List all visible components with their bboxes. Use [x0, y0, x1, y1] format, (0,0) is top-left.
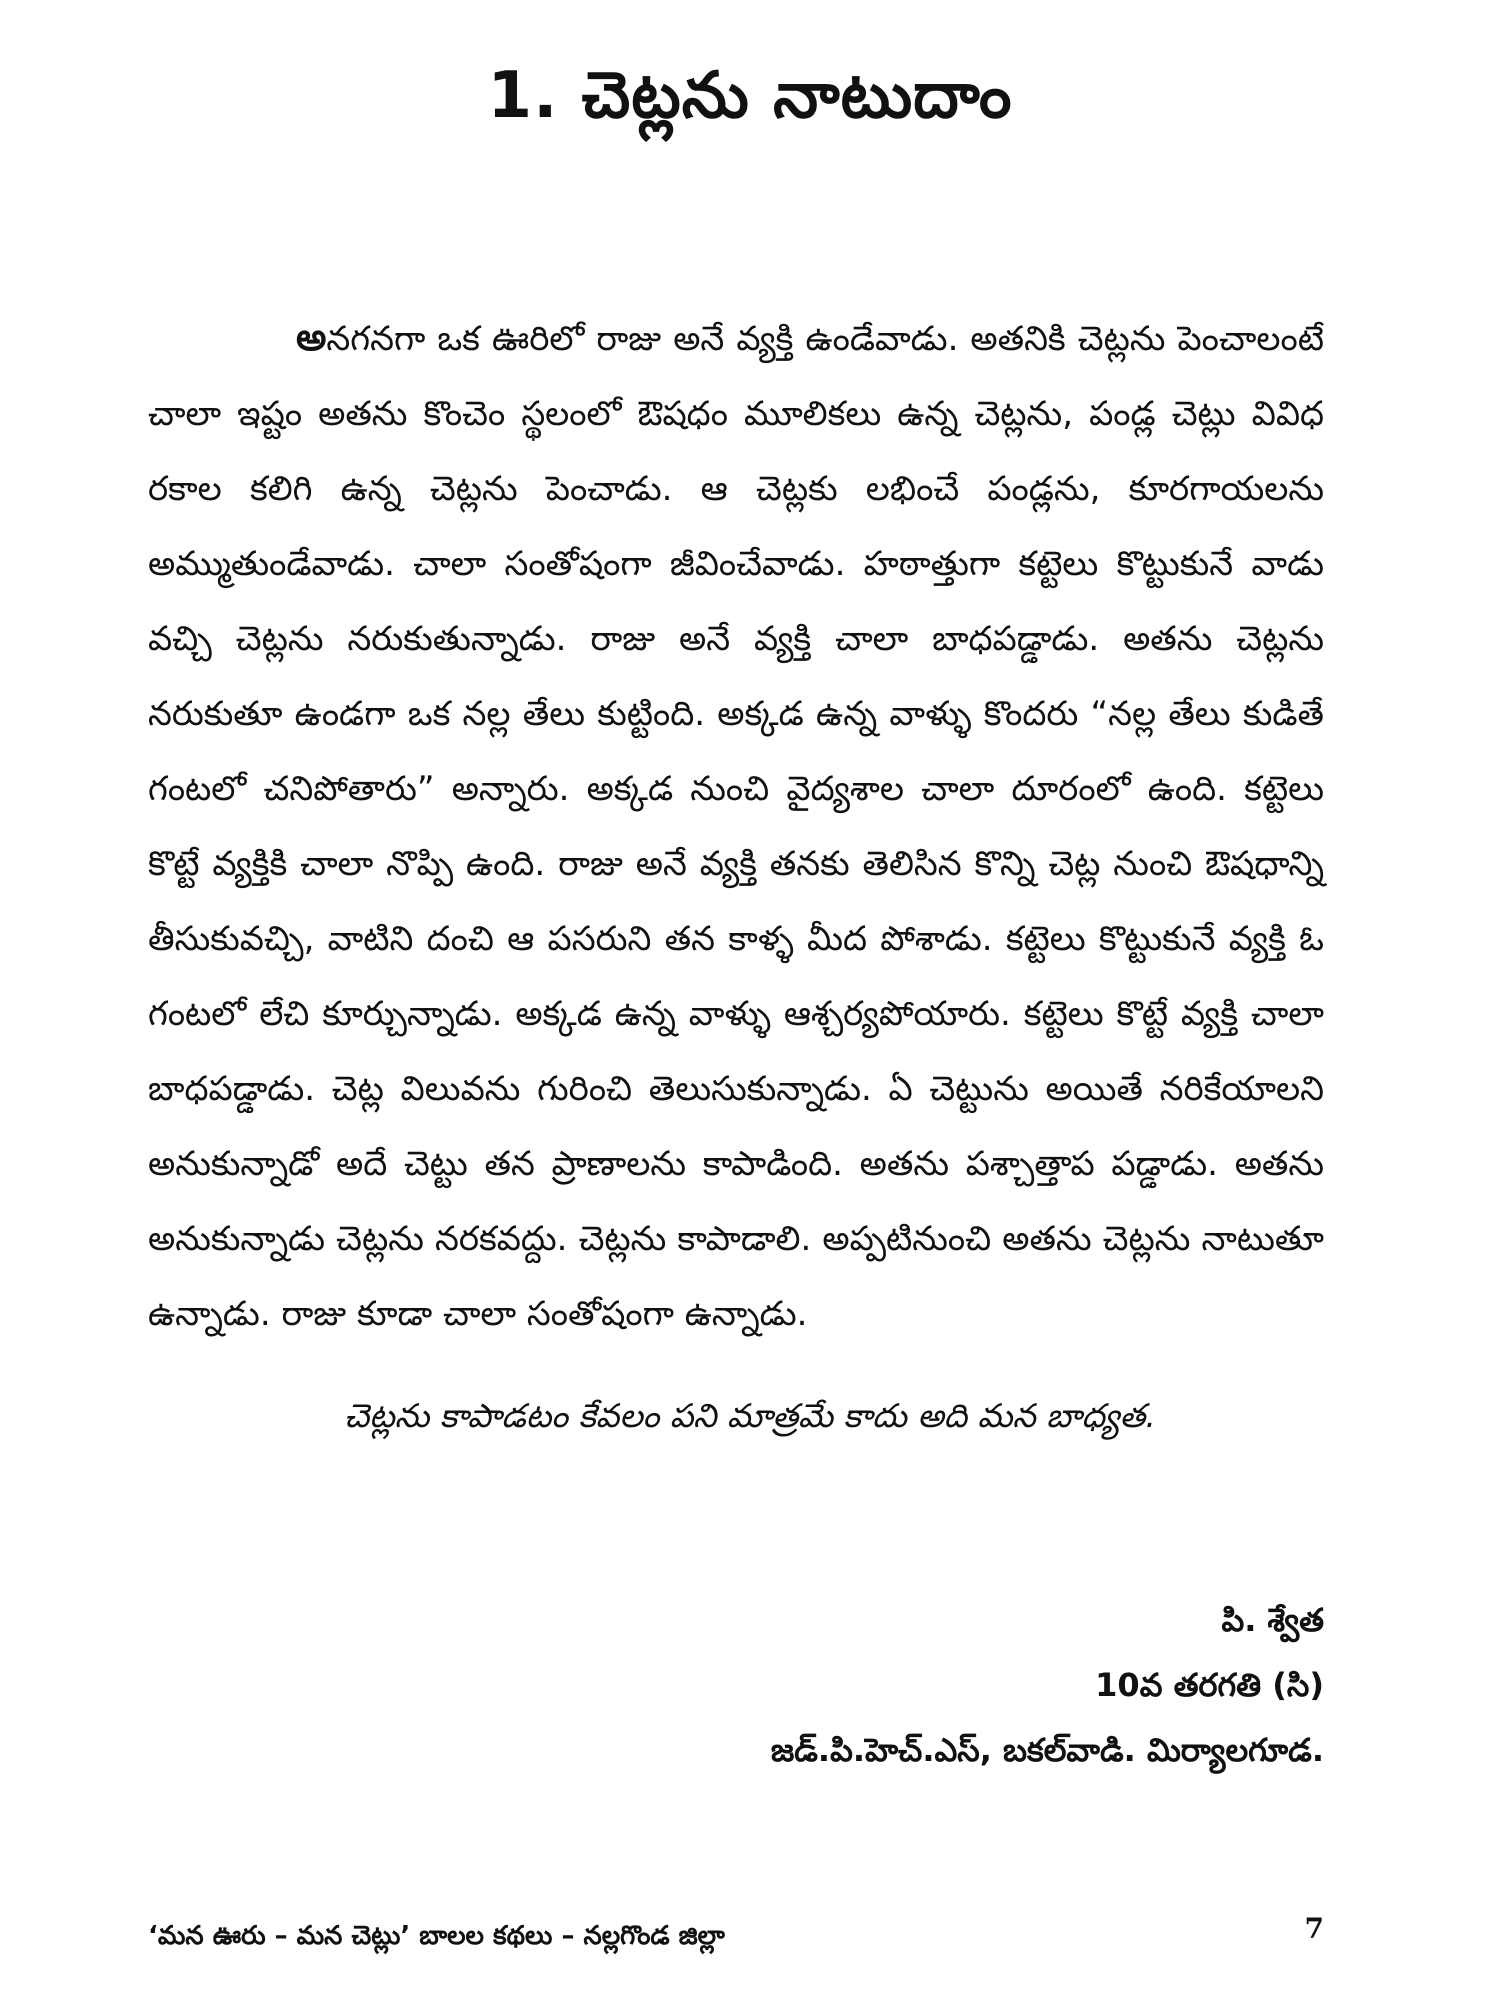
author-school: జడ్.పి.హెచ్.ఎస్, బకల్‌వాడి. మిర్యాలగూడ.	[770, 1731, 1324, 1769]
page-number: 7	[1304, 1912, 1324, 1945]
page-title: 1. చెట్లను నాటుదాం	[487, 59, 1013, 133]
drop-cap: అ	[296, 315, 327, 359]
moral-line: చెట్లను కాపాడటం కేవలం పని మాత్రమే కాదు అది మన బాధ్యత.	[344, 1396, 1156, 1435]
story-text: నగనగా ఒక ఊరిలో రాజు అనే వ్యక్తి ఉండేవాడు. అతనికి చెట్లను పెంచాలంటే చాలా ఇష్టం అతను కొంచెం స్థలంలో ఔషధం మూలికలు ఉన్న చెట్లను, పండ్ల చెట్లు వివిధ రకాల కలిగి ఉన్న చెట్లను పెంచాడు. ఆ చెట్లకు లభించే పండ్లను, కూరగాయలను అమ్ముతుండేవాడు. చాలా సంతోషంగా జీవించేవాడు. హఠాత్తుగా కట్టెలు కొట్టుకునే వాడు వచ్చి చెట్లను నరుకుతున్నాడు. రాజు అనే వ్యక్తి చాలా బాధపడ్డాడు. అతను చెట్లను నరుకుతూ ఉండగా ఒక నల్ల తేలు కుట్టింది. అక్కడ ఉన్న వాళ్ళు కొందరు “నల్ల తేలు కుడితే గంటలో చనిపోతారు” అన్నారు. అక్కడ నుంచి వైద్యశాల చాలా దూరంలో ఉంది. కట్టెలు కొట్టే వ్యక్తికి చాలా నొప్పి ఉంది. రాజు అనే వ్యక్తి తనకు తెలిసిన కొన్ని చెట్ల నుంచి ఔషధాన్ని తీసుకువచ్చి, వాటిని దంచి ఆ పసరుని తన కాళ్ళ మీద పోశాడు. కట్టెలు కొట్టుకునే వ్యక్తి ఓ గంటలో లేచి కూర్చున్నాడు. అక్కడ ఉన్న వాళ్ళు ఆశ్చర్యపోయారు. కట్టెలు కొట్టే వ్యక్తి చాలా బాధపడ్డాడు. చెట్ల విలువను గురించి తెలుసుకున్నాడు. ఏ చెట్టును అయితే నరికేయాలని అనుకున్నాడో అదే చెట్టు తన ప్రాణాలను కాపాడింది. అతను పశ్చాత్తాప పడ్డాడు. అతను అనుకున్నాడు చెట్లను నరకవద్దు. చెట్లను కాపాడాలి. అప్పటినుంచి అతను చెట్లను నాటుతూ ఉన్నాడు. రాజు కూడా చాలా సంతోషంగా ఉన్నాడు.	[148, 319, 1324, 1334]
footer-book-title: ‘మన ఊరు – మన చెట్లు’ బాలల కథలు – నల్లగొండ జిల్లా	[148, 1921, 725, 1951]
story-paragraph	[148, 300, 1324, 1352]
author-class: 10వ తరగతి (సి)	[1095, 1666, 1324, 1704]
author-name: పి. శ్వేత	[1221, 1601, 1324, 1639]
